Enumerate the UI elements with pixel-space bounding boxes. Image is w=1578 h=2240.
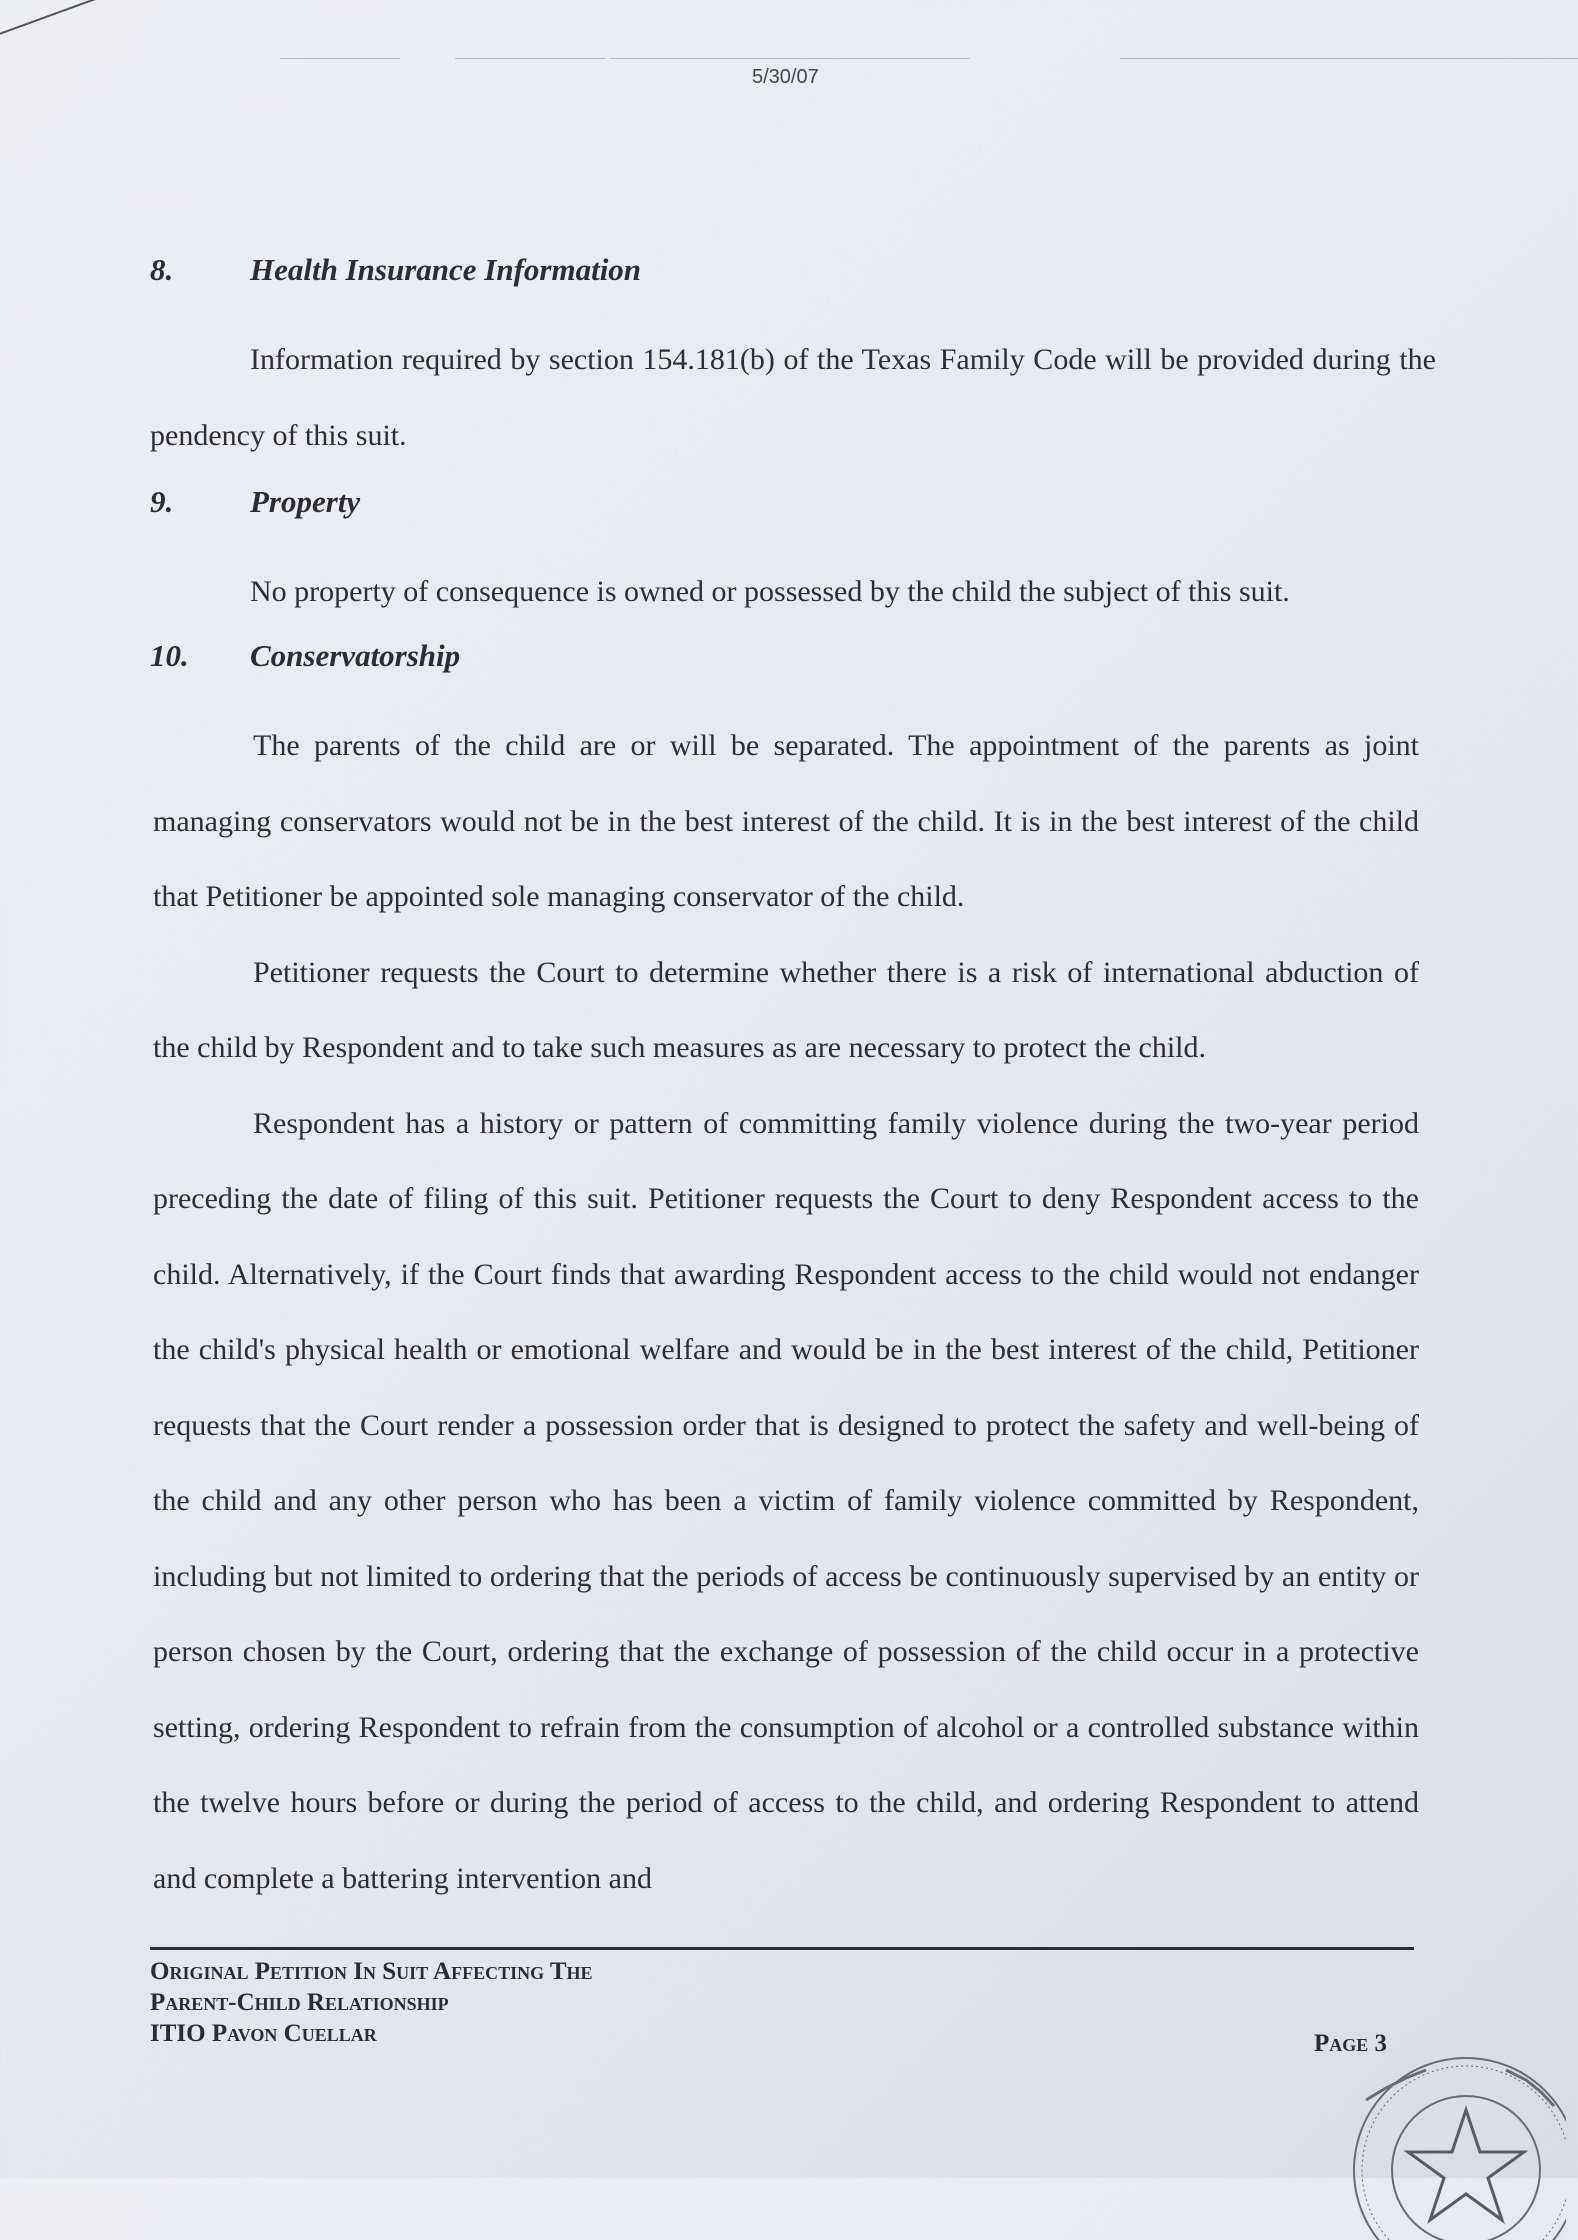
footer-caption xyxy=(150,1956,593,2049)
section-body-10 xyxy=(153,708,1419,1916)
section-title: Property xyxy=(250,484,361,519)
section-title: Conservatorship xyxy=(250,638,461,673)
fax-date-stamp: 5/30/07 xyxy=(752,66,819,88)
footer-caption-line: ITIO Pavon Cuellar xyxy=(150,2020,377,2047)
page-fold-shadow xyxy=(0,0,225,42)
footer-caption-line: Original Petition In Suit Affecting The xyxy=(150,1958,593,1985)
court-seal-star-icon xyxy=(1326,2040,1566,2240)
section-body-8 xyxy=(150,322,1436,473)
section-number: 9. xyxy=(150,484,174,519)
section-body-9 xyxy=(150,554,1436,630)
section-number: 10. xyxy=(150,638,189,673)
footer-divider xyxy=(150,1947,1414,1950)
section-title: Health Insurance Information xyxy=(250,252,642,287)
header-rule xyxy=(1120,58,1578,59)
paragraph: Information required by section 154.181(b) of the Texas Family Code will be provided during the pendency of this suit. xyxy=(150,343,1436,452)
paragraph: Petitioner requests the Court to determine whether there is a risk of international abduction of the child by Respondent and to take such measures as are necessary to protect the child. xyxy=(153,955,1419,1064)
header-rule xyxy=(280,58,400,59)
header-rule xyxy=(610,58,970,59)
section-number: 8. xyxy=(150,252,174,287)
page-number: Page 3 xyxy=(1314,2030,1388,2057)
paragraph: The parents of the child are or will be separated. The appointment of the parents as joint managing conservators would not be in the best interest of the child. It is in the best interest of the child that Petitioner be appointed sole managing conservator of the child. xyxy=(153,729,1419,913)
paragraph: No property of consequence is owned or possessed by the child the subject of this suit. xyxy=(250,575,1290,608)
paragraph: Respondent has a history or pattern of committing family violence during the two-year period preceding the date of filing of this suit. Petitioner requests the Court to deny Respondent access to the child. Alternatively, if the Court finds that awarding Respondent access to the child would not endanger the child's physical health or emotional welfare and would be in the best interest of the child, Petitioner requests that the Court render a possession order that is designed to protect the safety and well-being of the child and any other person who has been a victim of family violence committed by Respondent, including but not limited to ordering that the periods of access be continuously supervised by an entity or person chosen by the Court, ordering that the exchange of possession of the child occur in a protective setting, ordering Respondent to refrain from the consumption of alcohol or a controlled substance within the twelve hours before or during the period of access to the child, and ordering Respondent to attend and complete a battering intervention and xyxy=(153,1106,1419,1895)
footer-caption-line: Parent-Child Relationship xyxy=(150,1989,449,2016)
header-rule xyxy=(455,58,605,59)
